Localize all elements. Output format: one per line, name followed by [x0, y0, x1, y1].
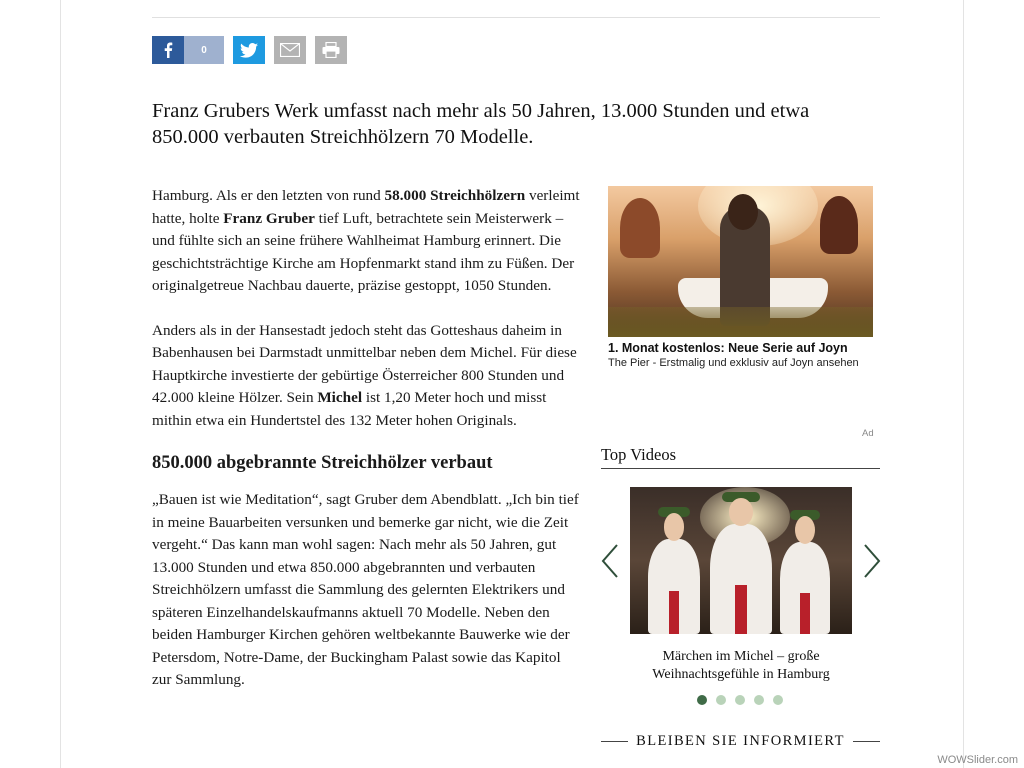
article-body	[152, 185, 582, 714]
ad-image[interactable]	[608, 186, 873, 337]
bold-term: Franz Gruber	[223, 209, 315, 227]
divider-line	[601, 741, 628, 742]
bold-term: Michel	[317, 389, 363, 406]
video-figure	[780, 542, 830, 634]
paragraph-text: tief Luft, betrachtete sein Meisterwerk – und fühlte sich an seine frühere Wahlheimat Hamburg erinnert. Die geschichtsträchtige Kirche am Hopfenmarkt stand ihm zu Füßen. Der originalgetreue Nachbau dauerte, präzise gestoppt, 1050 Stunden.	[152, 209, 575, 294]
paragraph-text: Hamburg. Als er den letzten von rund	[152, 187, 385, 204]
carousel-dot-2[interactable]	[716, 695, 726, 705]
carousel-dot-5[interactable]	[773, 695, 783, 705]
paragraph-text: ist 1,20 Meter hoch und misst mithin etwa ein Hundertstel des 132 Meter hohen Originals.	[152, 389, 547, 429]
ad-image-figure-head	[728, 194, 758, 230]
twitter-icon	[240, 43, 258, 58]
twitter-share-button[interactable]	[233, 36, 265, 64]
carousel-dot-1[interactable]	[697, 695, 707, 705]
ad-image-grass	[608, 307, 873, 337]
paragraph-text: verleimt hatte, holte	[152, 187, 580, 227]
printer-icon	[322, 42, 340, 58]
divider-line	[853, 741, 880, 742]
facebook-icon	[163, 42, 173, 58]
carousel-next-button[interactable]	[862, 543, 882, 579]
envelope-icon	[280, 43, 300, 57]
chevron-left-icon	[600, 543, 620, 579]
carousel-prev-button[interactable]	[600, 543, 620, 579]
video-figure	[648, 539, 700, 634]
video-thumbnail[interactable]	[630, 487, 852, 634]
top-videos-heading: Top Videos	[601, 445, 880, 469]
newsletter-heading	[601, 733, 880, 750]
watermark: WOWSlider.com	[937, 754, 1018, 766]
article-lead: Franz Grubers Werk umfasst nach mehr als 50 Jahren, 13.000 Stunden und etwa 850.000 verbauten Streichhölzern 70 Modelle.	[152, 100, 810, 148]
print-button[interactable]	[315, 36, 347, 64]
facebook-share-count: 0	[184, 36, 224, 64]
carousel-pagination	[697, 695, 783, 705]
carousel-dot-4[interactable]	[754, 695, 764, 705]
chevron-right-icon	[862, 543, 882, 579]
newsletter-label: BLEIBEN SIE INFORMIERT	[636, 733, 845, 749]
ad-description[interactable]: The Pier - Erstmalig und exklusiv auf Joyn ansehen	[608, 357, 859, 369]
ad-title[interactable]: 1. Monat kostenlos: Neue Serie auf Joyn	[608, 341, 848, 355]
paragraph-3: „Bauen ist wie Meditation“, sagt Gruber dem Abendblatt. „Ich bin tief in meine Bauarbeiten versunken und bemerke gar nicht, wie die Zeit vergeht.“ Das kann man wohl sagen: Nach mehr als 50 Jahren, gut 13.000 Stunden und etwa 850.000 abgebrannten und verbauten Streichhölzern umfasst die Sammlung des gelernten Elektrikers und späteren Einzelhandelskaufmanns aktuell 70 Modelle. Neben den beiden Hamburger Kirchen gehören weltbekannte Bauwerke wie der Petersdom, Notre-Dame, der Buckingham Palast sowie das Kapitol zur Sammlung.	[152, 491, 579, 688]
facebook-share-button[interactable]	[152, 36, 184, 64]
ad-image-figure	[620, 198, 660, 258]
video-figure	[710, 524, 772, 634]
top-divider	[152, 17, 880, 18]
paragraph-1	[152, 185, 582, 298]
bold-term: 58.000 Streichhölzern	[384, 187, 526, 204]
paragraph-text: Anders als in der Hansestadt jedoch steht das Gotteshaus daheim in Babenhausen bei Darmstadt unmittelbar neben dem Michel. Für diese Hauptkirche investierte der gebürtige Österreicher 800 Stunden und 42.000 kleine Hölzer. Sein	[152, 321, 577, 406]
paragraph-2	[152, 320, 582, 433]
ad-image-figure	[820, 196, 858, 254]
article-subheading: 850.000 abgebrannte Streichhölzer verbaut	[152, 453, 493, 473]
sponsored-ad[interactable]	[608, 186, 873, 370]
ad-label: Ad	[862, 428, 874, 439]
carousel-dot-3[interactable]	[735, 695, 745, 705]
video-caption[interactable]: Märchen im Michel – große Weihnachtsgefühle in Hamburg	[652, 649, 830, 682]
email-share-button[interactable]	[274, 36, 306, 64]
share-bar	[152, 36, 347, 64]
